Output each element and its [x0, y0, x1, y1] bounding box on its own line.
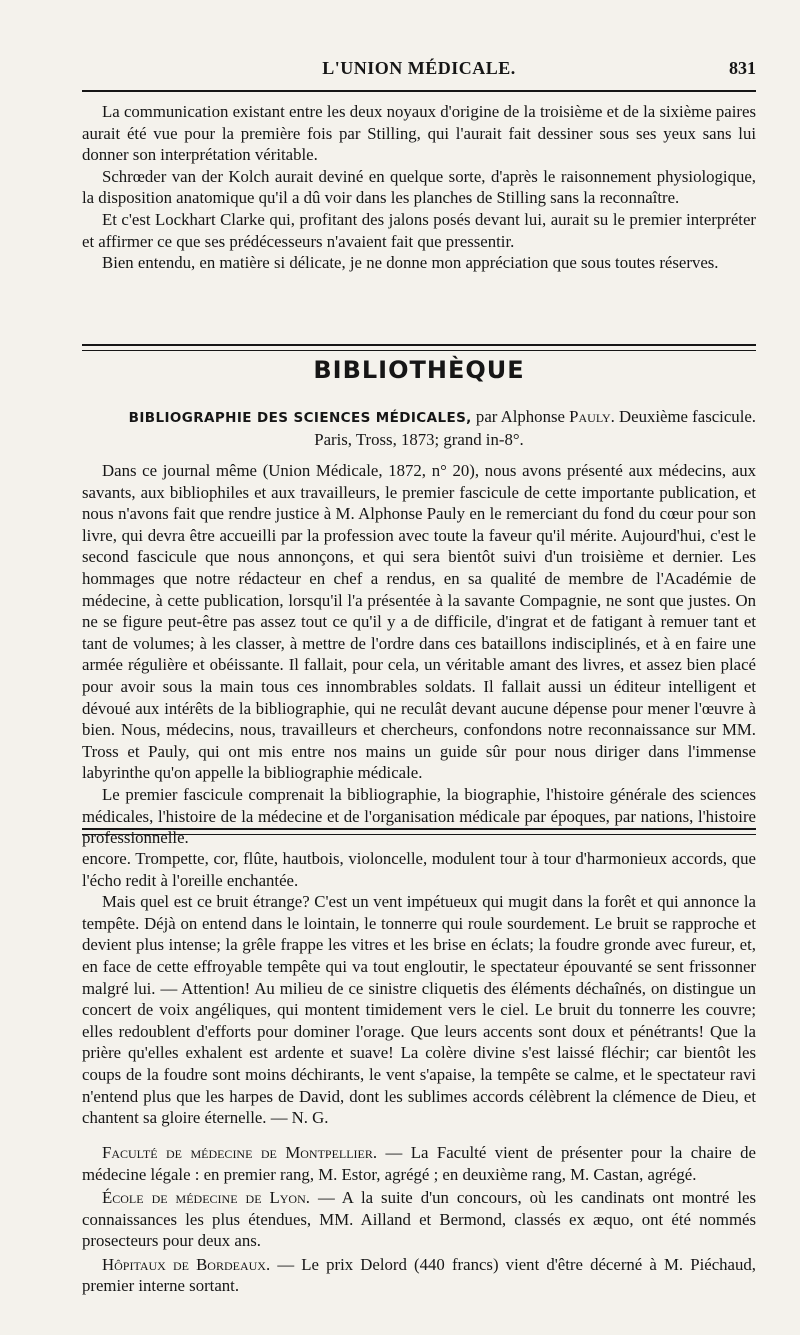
paragraph: Mais quel est ce bruit étrange? C'est un vent impétueux qui mugit dans la forêt et qui annonce la tempête. Déjà on entend dans le lointain, le tonnerre qui roule sourdement. Le bruit se rapproche et devient plus intense; la grêle frappe les vitres et les brise en éclats; la foudre gronde avec fureur, et, en face de cette effroyable tempête qui va tout engloutir, le spectateur épouvanté se sent frissonner malgré lui. — Attention! Au milieu de ce sinistre cliquetis des éléments déchaînés, on distingue un concert de voix angéliques, qui montent timidement vers le ciel. Le bruit du tonnerre les couvre; elles redoublent d'efforts pour dominer l'orage. Que leurs accents sont doux et pénétrants! Que la prière qu'elles exhalent est ardente et suave! La colère divine s'est laissé fléchir; car bientôt les coups de la foudre sont moins déchirants, le vent s'apaise, la tempête se calme, et le spectateur ravi n'entend plus que les harpes de David, dont les sublimes accords célèbrent la clémence de Dieu, et chantent sa gloire éternelle. — N. G.: [82, 892, 756, 1128]
header-rule: [82, 90, 756, 92]
news-label: Hôpitaux de Bordeaux.: [102, 1254, 271, 1274]
top-section: [82, 101, 756, 274]
section-title: BIBLIOTHÈQUE: [313, 356, 525, 384]
paragraph: Dans ce journal même (Union Médicale, 1872, n° 20), nous avons présenté aux médecins, aux savants, aux bibliophiles et aux travailleurs, le premier fascicule de cette importante publication, et nous n'avons fait que rendre justice à M. Alphonse Pauly en le remerciant du fond du cœur pour son livre, qui devra être accueilli par la profession avec toute la faveur qu'il mérite. Aujourd'hui, c'est le second fascicule que nous annonçons, et qui sera bientôt suivi d'un troisième et dernier. Les hommages que notre rédacteur en chef a rendus, en sa qualité de membre de l'Académie de médecine, à cette publication, lorsqu'il l'a présentée à la savante Compagnie, ne sont que justes. On ne se figure peut-être pas assez tout ce qu'il y a de difficile, d'ingrat et de fatigant à remuer tant et tant de volumes; à les classer, à mettre de l'ordre dans ces bataillons indisciplinés, et à en faire une armée régulière et obéissante. Il fallait, pour cela, un véritable amant des livres, et assez bien placé pour avoir sous la main tous ces innombrables soldats. Il fallait aussi un éditeur intelligent et dévoué aux intérêts de la bibliographie, qui ne reculât devant aucune dépense pour mener l'œuvre à bien. Nous, médecins, nous, travailleurs et chercheurs, confondons notre reconnaissance sur MM. Tross et Pauly, qui ont mis entre nos mains un guide sûr pour nous diriger dans l'immense labyrinthe qu'on appelle la bibliographie médicale.: [82, 461, 756, 783]
review-text: [82, 460, 756, 849]
paragraph: encore. Trompette, cor, flûte, hautbois, violoncelle, modulent tour à tour d'harmonieux accords, que l'écho redit à l'oreille enchantée.: [82, 849, 756, 890]
news-label: Faculté de médecine de Montpellier.: [102, 1143, 378, 1162]
paragraph: La communication existant entre les deux noyaux d'origine de la troisième et de la sixième paires aurait été vue pour la première fois par Stilling, qui l'aurait fait dessiner sous ses yeux sans lui donner son interprétation véritable.: [82, 102, 756, 165]
paragraph: Et c'est Lockhart Clarke qui, profitant des jalons posés devant lui, aurait su le premier interpréter et affirmer ce que ses prédécesseurs n'avaient fait que pressentir.: [82, 209, 756, 251]
citation-fascicle: Deuxième fascicule.: [619, 407, 756, 426]
news-item: [82, 1187, 756, 1252]
book-citation: [82, 406, 756, 451]
paragraph: Le premier fascicule comprenait la bibliographie, la biographie, l'histoire générale des sciences médicales, l'histoire de la médecine et de l'organisation médicale par époques, par nations, l'histoire professionnelle.: [82, 784, 756, 848]
running-title: L'UNION MÉDICALE.: [322, 58, 516, 78]
news-label: École de médecine de Lyon.: [102, 1188, 310, 1207]
citation-by: par Alphonse: [475, 407, 565, 426]
feuilleton: [82, 848, 756, 1129]
page-number: 831: [729, 58, 756, 78]
feuilleton-rule: [82, 828, 756, 835]
paragraph: Bien entendu, en matière si délicate, je ne donne mon appréciation que sous toutes réserves.: [102, 253, 719, 273]
citation-author: Pauly.: [569, 407, 615, 426]
section-rule: [82, 344, 756, 351]
page-header: [82, 56, 756, 86]
citation-line: [82, 406, 756, 429]
news-text: — Le prix Delord (440 francs) vient d'être décerné à M. Piéchaud, premier interne sortant.: [82, 1254, 756, 1295]
citation-publication: Paris, Tross, 1873; grand in-8°.: [314, 430, 524, 449]
book-title: BIBLIOGRAPHIE DES SCIENCES MÉDICALES,: [128, 410, 472, 426]
news-item: [82, 1142, 756, 1185]
paragraph: Schrœder van der Kolch aurait deviné en quelque sorte, d'après le raisonnement physiologique, la disposition anatomique qu'il a dû voir dans les planches de Stilling sans la reconnaître.: [82, 166, 756, 208]
news-text: — A la suite d'un concours, où les candinats ont montré les connaissances les plus étendues, MM. Ailland et Bermond, classés ex æquo, ont été nommés prosecteurs pour deux ans.: [82, 1188, 756, 1250]
news-text: — La Faculté vient de présenter pour la chaire de médecine légale : en premier rang, M. Estor, agrégé ; en deuxième rang, M. Castan, agrégé.: [82, 1143, 756, 1184]
news-item: [82, 1254, 756, 1297]
news-section: [82, 1142, 756, 1299]
